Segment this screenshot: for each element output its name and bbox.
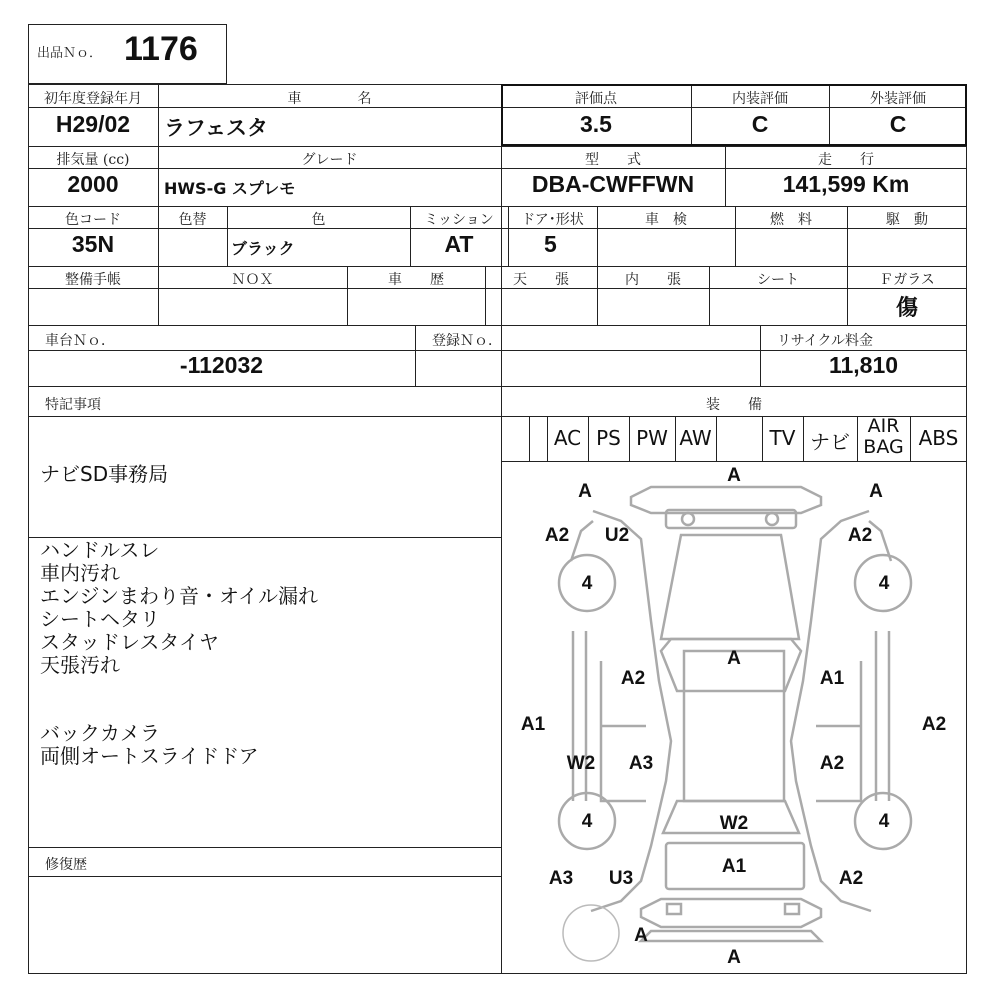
displacement-label: 排気量 (cc) [56,152,130,168]
mark-tire-front-right: 4 [878,573,890,594]
equipment-navi: ナビ [810,430,850,454]
color-code-label: 色コード [65,212,121,228]
mission-value: AT [444,231,474,257]
door-shape-value: 5 [544,231,557,257]
mileage-value: 141,599 Km [782,171,910,197]
exterior-grade-value: C [889,111,907,137]
equipment-ac: AC [553,426,582,450]
displacement-value: 2000 [67,171,119,197]
mark-front-top: A [727,465,741,486]
model-code-value: DBA-CWFFWN [531,171,695,197]
repair-history-label: 修復歴 [45,857,87,873]
model-code-label: 型 式 [585,152,641,168]
note-line: 天張汚れ [40,653,120,677]
color-change-label: 色替 [178,212,207,228]
first-registration-label: 初年度登録年月 [44,91,142,107]
mark-left-front-fender-2: U2 [604,525,630,546]
grade-value: HWS-G スプレモ [164,179,296,198]
equipment-label: 装 備 [706,397,762,413]
mileage-label: 走 行 [818,152,874,168]
front-glass-label: Ｆガラス [879,272,935,288]
mark-tire-front-left: 4 [581,573,593,594]
score-value: 3.5 [580,111,612,137]
recycle-fee-value: 11,810 [828,352,899,378]
special-notes-label: 特記事項 [45,397,101,413]
note-line: 車内汚れ [40,561,120,585]
equipment-abs: ABS [918,426,959,450]
mark-roof: A [727,648,741,669]
mark-left-rear-door-1: W2 [566,753,596,774]
grade-label: グレード [301,152,358,168]
mark-right-side: A2 [921,714,947,735]
mark-tire-rear-right: 4 [878,811,890,832]
mark-right-rear-door: A2 [819,753,845,774]
mark-rear-glass: W2 [719,813,749,834]
note-line: ハンドルスレ [40,538,160,562]
mark-right-front-fender: A2 [847,525,873,546]
registration-number-label: 登録Ｎｏ． [432,333,502,349]
mark-left-rear-quarter-2: U3 [608,868,634,889]
door-shape-label: ドア･形状 [521,212,584,228]
interior-trim-label: 内 張 [625,272,681,288]
color-label: 色 [311,212,326,228]
first-registration-value: H29/02 [55,111,131,137]
front-glass-value: 傷 [895,296,918,321]
equipment-ps: PS [596,426,621,450]
mark-rear-bumper-left: A [634,925,648,946]
ceiling-label: 天 張 [513,272,569,288]
note-line: バックカメラ [40,721,160,745]
mark-tire-rear-left: 4 [581,811,593,832]
note-line: スタッドレスタイヤ [40,630,219,654]
mark-left-rear-quarter: A3 [548,868,574,889]
equipment-aw: AW [679,426,712,450]
note-line: 両側オートスライドドア [40,744,259,768]
car-name-value: ラフェスタ [164,116,268,140]
chassis-number-label: 車台Ｎｏ． [45,333,115,349]
maintenance-book-label: 整備手帳 [65,272,121,288]
notes-top-line: ナビSD事務局 [40,462,169,486]
mark-front-left-corner: A [578,481,592,502]
mark-left-side: A1 [520,714,546,735]
interior-grade-label: 内装評価 [732,91,788,107]
lot-number-label: 出品Ｎｏ． [37,46,103,61]
drive-label: 駆 動 [886,212,928,228]
note-line: エンジンまわり音・オイル漏れ [40,584,318,608]
equipment-pw: PW [636,426,668,450]
mark-right-front-door: A1 [819,668,845,689]
equipment-airbag-top: AIR [867,415,900,437]
interior-grade-value: C [751,111,769,137]
car-name-label: 車 名 [287,91,372,107]
vehicle-history-label: 車 歴 [388,272,444,288]
color-value: ブラック [231,239,295,258]
recycle-fee-label: リサイクル料金 [777,333,874,349]
equipment-airbag-bottom: BAG [863,436,904,458]
mark-front-right-corner: A [869,481,883,502]
exterior-grade-label: 外装評価 [870,91,926,107]
mark-left-front-door: A2 [620,668,646,689]
fuel-label: 燃 料 [770,212,812,228]
notes-extra-list [40,722,259,768]
score-label: 評価点 [575,91,617,107]
chassis-number-value: -112032 [179,352,264,378]
mark-right-rear-quarter: A2 [838,868,864,889]
mark-rear-bottom: A [727,947,741,968]
nox-label: ＮＯＸ [231,272,274,288]
mark-back-door: A1 [721,856,747,877]
mark-left-rear-door-2: A3 [628,753,654,774]
color-code-value: 35N [71,231,115,257]
notes-list [40,539,318,677]
equipment-tv: TV [769,426,796,450]
mission-label: ミッション [424,212,494,228]
mark-left-front-fender: A2 [544,525,570,546]
inspection-label: 車 検 [645,212,687,228]
lot-number-value: 1176 [124,30,198,68]
note-line: シートヘタリ [40,607,160,631]
seat-label: シート [757,272,799,288]
